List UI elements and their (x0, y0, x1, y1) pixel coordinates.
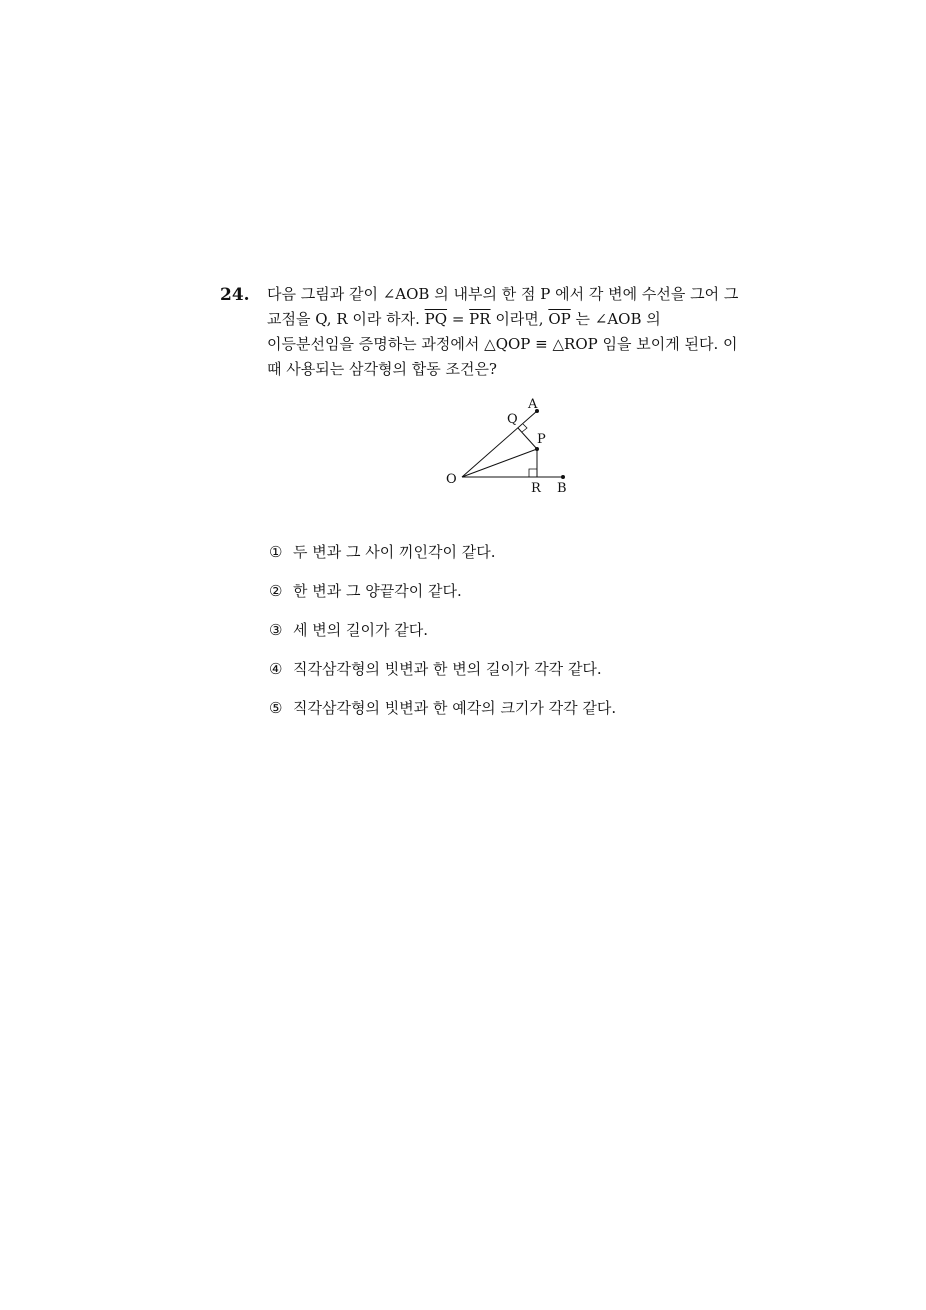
point-p (535, 447, 539, 451)
choice-1-text: 두 변과 그 사이 끼인각이 같다. (293, 543, 496, 561)
angle-bisector-diagram (440, 395, 580, 495)
choice-1[interactable] (269, 540, 789, 579)
question-number: 24. (220, 285, 250, 305)
choice-3-text: 세 변의 길이가 같다. (293, 621, 428, 639)
choice-4-text: 직각삼각형의 빗변과 한 변의 길이가 각각 같다. (293, 660, 602, 678)
answer-choices (269, 540, 789, 735)
choice-3-number: ③ (269, 621, 283, 639)
choice-5[interactable] (269, 696, 789, 735)
choice-2[interactable] (269, 579, 789, 618)
geometry-figure (440, 395, 580, 495)
point-b (561, 475, 565, 479)
choice-5-text: 직각삼각형의 빗변과 한 예각의 크기가 각각 같다. (293, 699, 617, 717)
choice-4-number: ④ (269, 660, 283, 678)
line2-prefix: 교점을 Q, R 이라 하자. (267, 310, 425, 328)
question-text (267, 282, 762, 382)
label-p: P (537, 432, 546, 447)
choice-2-number: ② (269, 582, 283, 600)
right-angle-mark-r (529, 469, 537, 477)
segment-op: $\overline{OP}$ (548, 310, 571, 328)
segment-op-line (462, 449, 537, 477)
right-angle-mark-q (522, 424, 527, 432)
label-a: A (528, 397, 538, 412)
line2-suffix: 는 ∠AOB 의 (570, 310, 661, 328)
choice-3[interactable] (269, 618, 789, 657)
label-b: B (557, 481, 567, 495)
ray-oa (462, 411, 537, 477)
label-r: R (531, 481, 541, 495)
line2-mid: 이라면, (490, 310, 549, 328)
choice-5-number: ⑤ (269, 699, 283, 717)
question-line-4: 때 사용되는 삼각형의 합동 조건은? (267, 360, 497, 378)
choice-1-number: ① (269, 543, 283, 561)
question-line-1: 다음 그림과 같이 ∠AOB 의 내부의 한 점 P 에서 각 변에 수선을 그어 그 (267, 285, 739, 303)
question-line-3: 이등분선임을 증명하는 과정에서 △QOP ≡ △ROP 임을 보이게 된다. 이 (267, 335, 738, 353)
line2-equals: = (447, 310, 470, 328)
question-line-2 (267, 307, 762, 332)
choice-4[interactable] (269, 657, 789, 696)
segment-pr: $\overline{PR}$ (469, 310, 491, 328)
segment-pq: $\overline{PQ}$ (424, 310, 448, 328)
perpendicular-pq (518, 428, 537, 449)
label-o: O (446, 472, 457, 487)
choice-2-text: 한 변과 그 양끝각이 같다. (293, 582, 462, 600)
label-q: Q (507, 412, 518, 427)
